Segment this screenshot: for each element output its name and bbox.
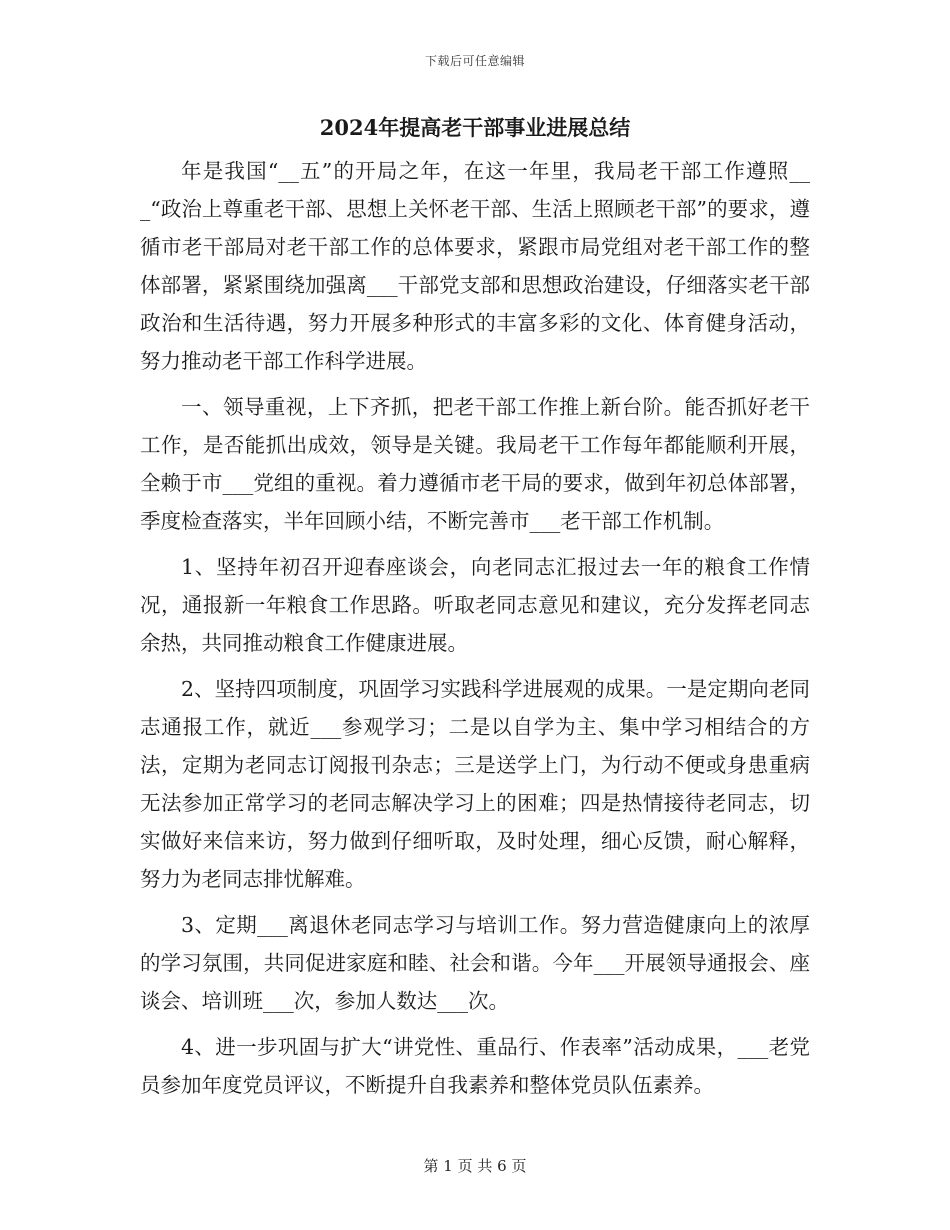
document-body [140,112,810,1104]
paragraph-item-2: 2、坚持四项制度，巩固学习实践科学进展观的成果。一是定期向老同志通报工作，就近___参观学习；二是以自学为主、集中学习相结合的方法，定期为老同志订阅报刊杂志；三是送学上门，为行动不便或身患重病无法参加正常学习的老同志解决学习上的困难；四是热情接待老同志，切实做好来信来访，努力做到仔细听取，及时处理，细心反馈，耐心解释，努力为老同志排忧解难。 [140,677,810,891]
document-title: 2024年提高老干部事业进展总结 [319,115,631,140]
paragraph-item-1: 1、坚持年初召开迎春座谈会，向老同志汇报过去一年的粮食工作情况，通报新一年粮食工作思路。听取老同志意见和建议，充分发挥老同志余热，共同推动粮食工作健康进展。 [140,555,810,655]
page-number: 第 1 页 共 6 页 [423,1157,527,1175]
paragraph-intro: 年是我国“__五”的开局之年，在这一年里，我局老干部工作遵照___“政治上尊重老干部、思想上关怀老干部、生活上照顾老干部”的要求，遵循市老干部局对老干部工作的总体要求，紧跟市局党组对老干部工作的整体部署，紧紧围绕加强离___干部党支部和思想政治建设，仔细落实老干部政治和生活待遇，努力开展多种形式的丰富多彩的文化、体育健身活动，努力推动老干部工作科学进展。 [140,159,810,373]
paragraph-item-4: 4、进一步巩固与扩大“讲党性、重品行、作表率”活动成果，___老党员参加年度党员评议，不断提升自我素养和整体党员队伍素养。 [140,1035,810,1097]
page-header-note: 下载后可任意编辑 [424,54,525,68]
paragraph-section-1: 一、领导重视，上下齐抓，把老干部工作推上新台阶。能否抓好老干工作，是否能抓出成效，领导是关键。我局老干工作每年都能顺利开展，全赖于市___党组的重视。着力遵循市老干局的要求，做到年初总体部署，季度检查落实，半年回顾小结，不断完善市___老干部工作机制。 [140,395,810,533]
paragraph-item-3: 3、定期___离退休老同志学习与培训工作。努力营造健康向上的浓厚的学习氛围，共同促进家庭和睦、社会和谐。今年___开展领导通报会、座谈会、培训班___次，参加人数达___次。 [140,913,810,1013]
